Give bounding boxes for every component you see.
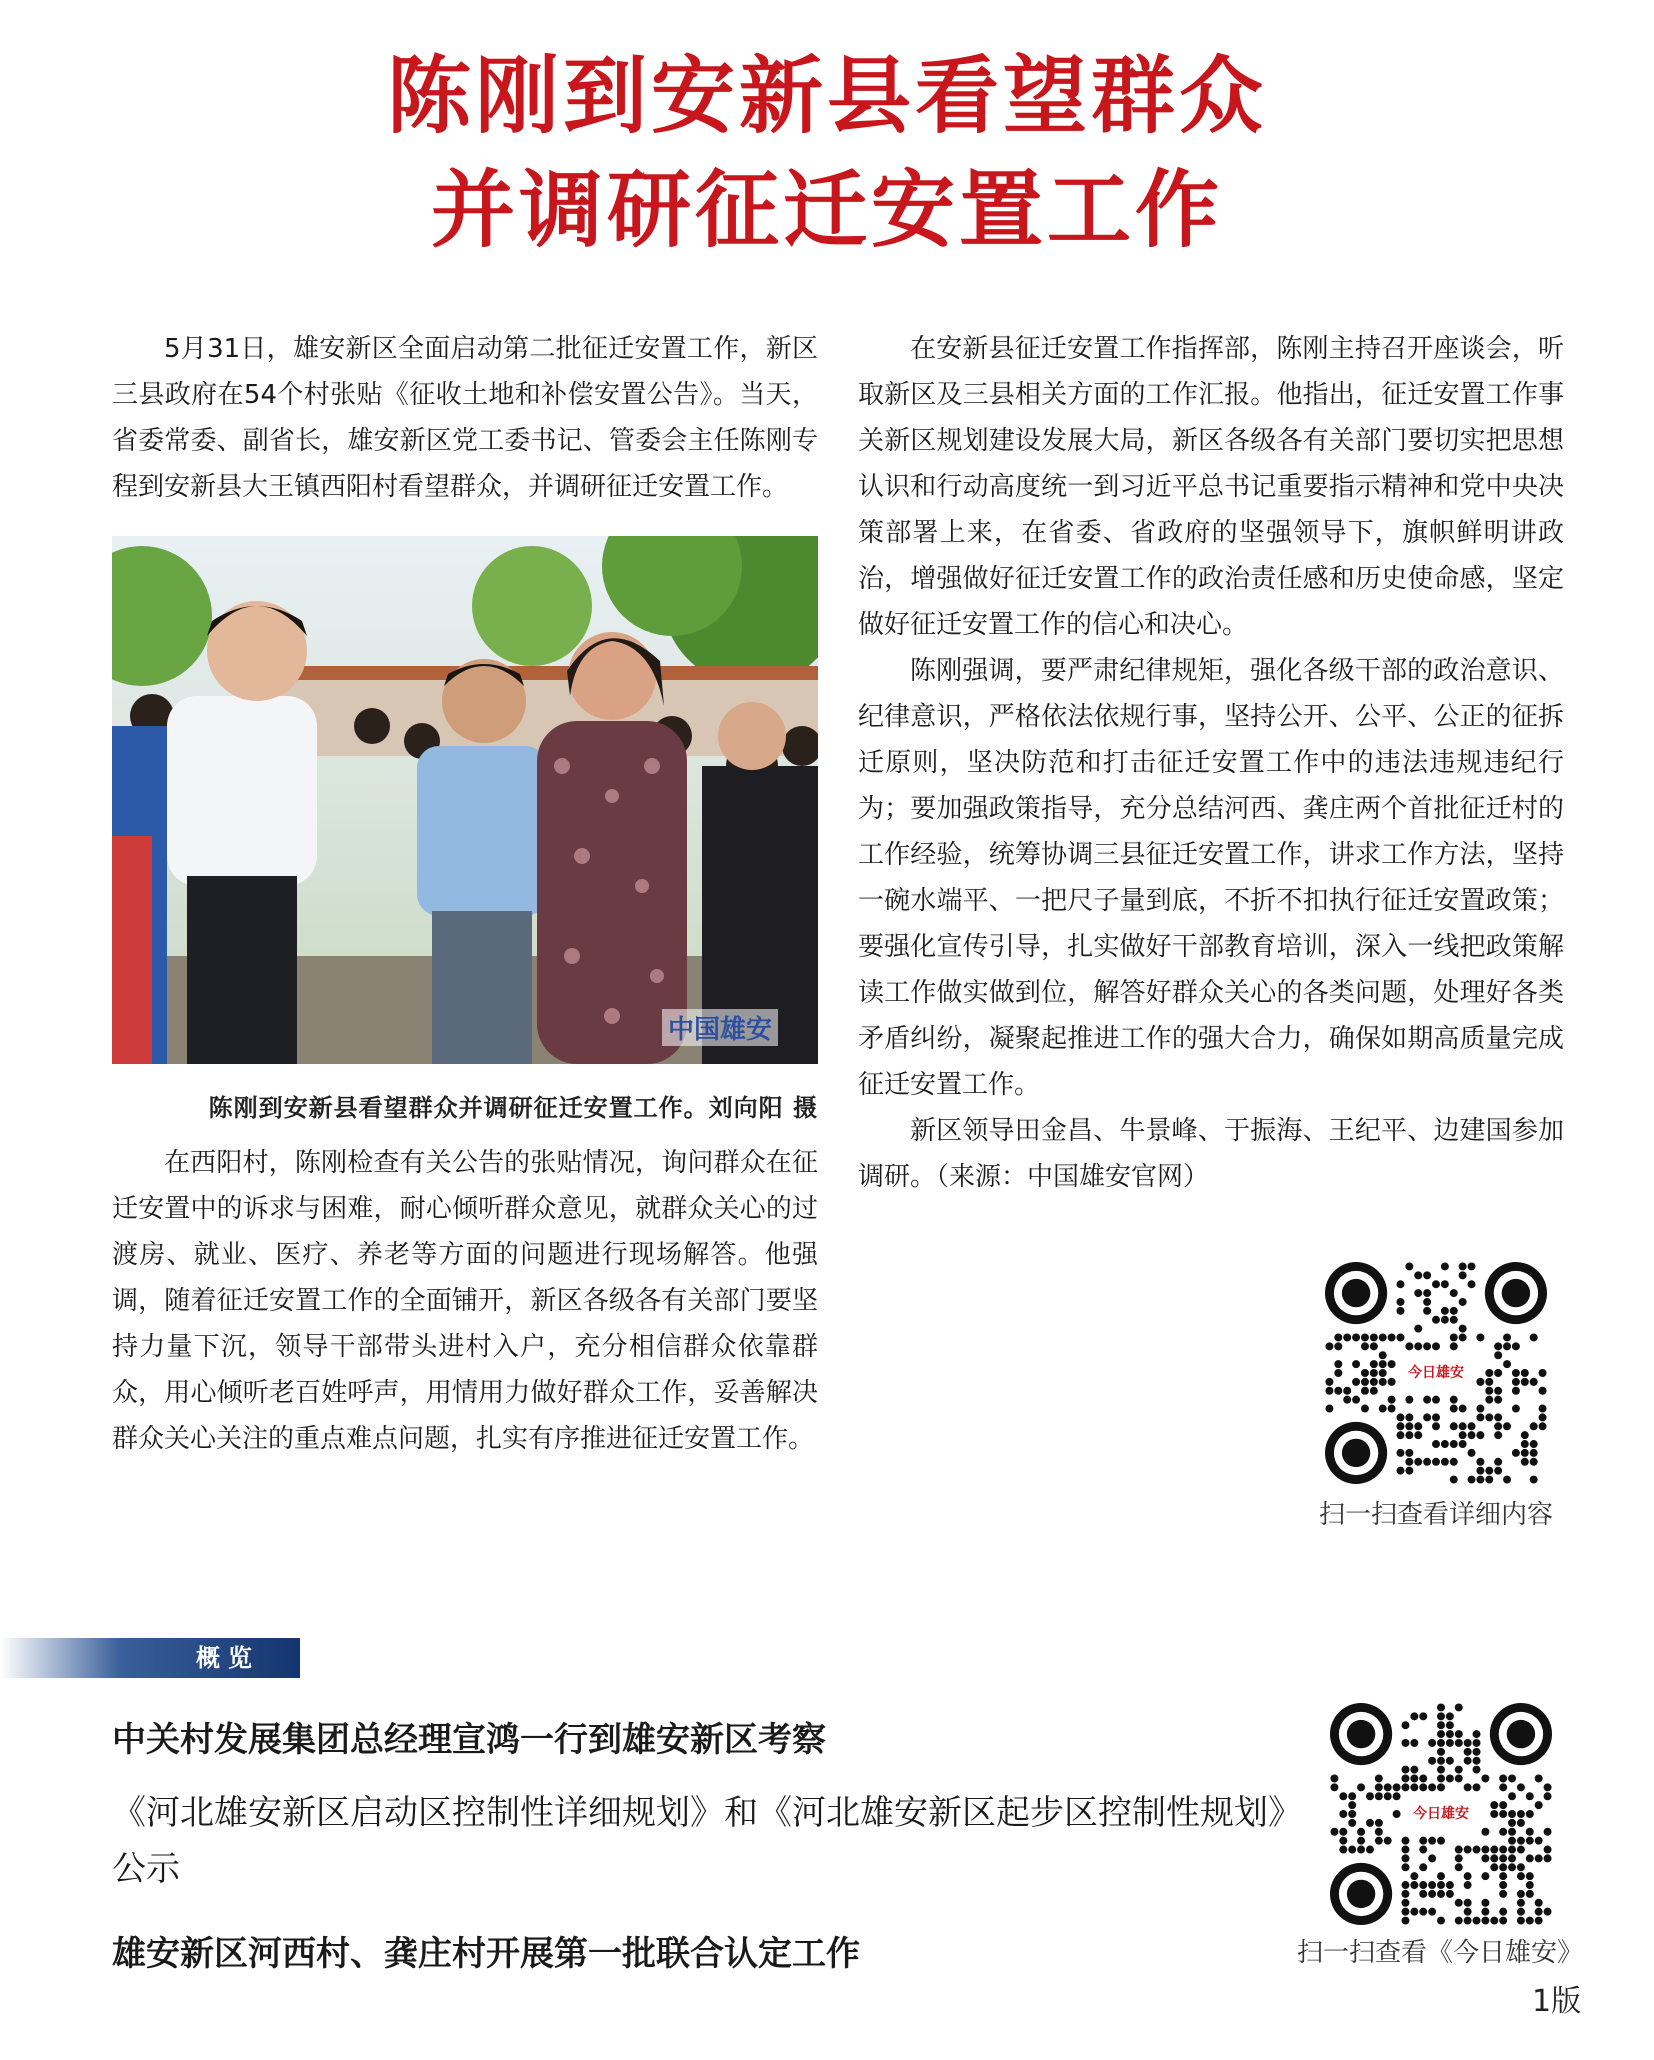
qr-label-newspaper: 扫一扫查看《今日雄安》 <box>1296 1938 1583 1968</box>
headline-line-1: 陈刚到安新县看望群众 <box>386 46 1267 145</box>
article-right <box>858 326 1564 1200</box>
qr-code-article[interactable] <box>1325 1262 1547 1484</box>
overview-item[interactable]: 雄安新区河西村、龚庄村开展第一批联合认定工作 <box>112 1934 860 1974</box>
qr-center-logo: 今日雄安 <box>1406 1803 1476 1825</box>
article-paragraph: 陈刚强调，要严肃纪律规矩，强化各级干部的政治意识、纪律意识，严格依法依规行事，坚持公开、公平、公正的征拆迁原则，坚决防范和打击征迁安置工作中的违法违规违纪行为；要加强政策指导，充分总结河西、龚庄两个首批征迁村的工作经验，统筹协调三县征迁安置工作，讲求工作方法，坚持一碗水端平、一把尺子量到底，不折不扣执行征迁安置政策；要强化宣传引导，扎实做好干部教育培训，深入一线把政策解读工作做实做到位，解答好群众关心的各类问题，处理好各类矛盾纠纷，凝聚起推进工作的强大合力，确保如期高质量完成征迁安置工作。 <box>858 656 1564 1100</box>
article-paragraph: 在西阳村，陈刚检查有关公告的张贴情况，询问群众在征迁安置中的诉求与困难，耐心倾听群众意见，就群众关心的过渡房、就业、医疗、养老等方面的问题进行现场解答。他强调，随着征迁安置工作的全面铺开，新区各级各有关部门要坚持力量下沉，领导干部带头进村入户，充分相信群众依靠群众，用心倾听老百姓呼声，用情用力做好群众工作，妥善解决群众关心关注的重点难点问题，扎实有序推进征迁安置工作。 <box>112 1148 818 1454</box>
article-left-top <box>112 326 818 510</box>
qr-center-logo: 今日雄安 <box>1401 1362 1471 1384</box>
news-photo <box>112 536 818 1064</box>
overview-label: 概览 <box>196 1644 260 1672</box>
article-left-bottom <box>112 1140 818 1462</box>
page-number: 1版 <box>1532 1984 1582 2019</box>
qr-code-newspaper[interactable] <box>1330 1703 1552 1925</box>
overview-item[interactable]: 中关村发展集团总经理宣鸿一行到雄安新区考察 <box>112 1720 826 1760</box>
overview-item[interactable]: 《河北雄安新区启动区控制性详细规划》和《河北雄安新区起步区控制性规划》公示 <box>112 1793 1285 1889</box>
photo-caption: 陈刚到安新县看望群众并调研征迁安置工作。刘向阳 摄 <box>208 1093 818 1122</box>
article-paragraph: 新区领导田金昌、牛景峰、于振海、王纪平、边建国参加调研。（来源：中国雄安官网） <box>858 1116 1564 1192</box>
article-paragraph: 5月31日，雄安新区全面启动第二批征迁安置工作，新区三县政府在54个村张贴《征收土地和补偿安置公告》。当天，省委常委、副省长，雄安新区党工委书记、管委会主任陈刚专程到安新县大王镇西阳村看望群众，并调研征迁安置工作。 <box>112 334 818 502</box>
photo-watermark: 中国雄安 <box>662 1009 778 1046</box>
qr-label-article: 扫一扫查看详细内容 <box>1318 1500 1553 1530</box>
article-paragraph: 在安新县征迁安置工作指挥部，陈刚主持召开座谈会，听取新区及三县相关方面的工作汇报。他指出，征迁安置工作事关新区规划建设发展大局，新区各级各有关部门要切实把思想认识和行动高度统一到习近平总书记重要指示精神和党中央决策部署上来，在省委、省政府的坚强领导下，旗帜鲜明讲政治，增强做好征迁安置工作的政治责任感和历史使命感，坚定做好征迁安置工作的信心和决心。 <box>858 334 1564 640</box>
headline-line-2: 并调研征迁安置工作 <box>430 160 1223 259</box>
